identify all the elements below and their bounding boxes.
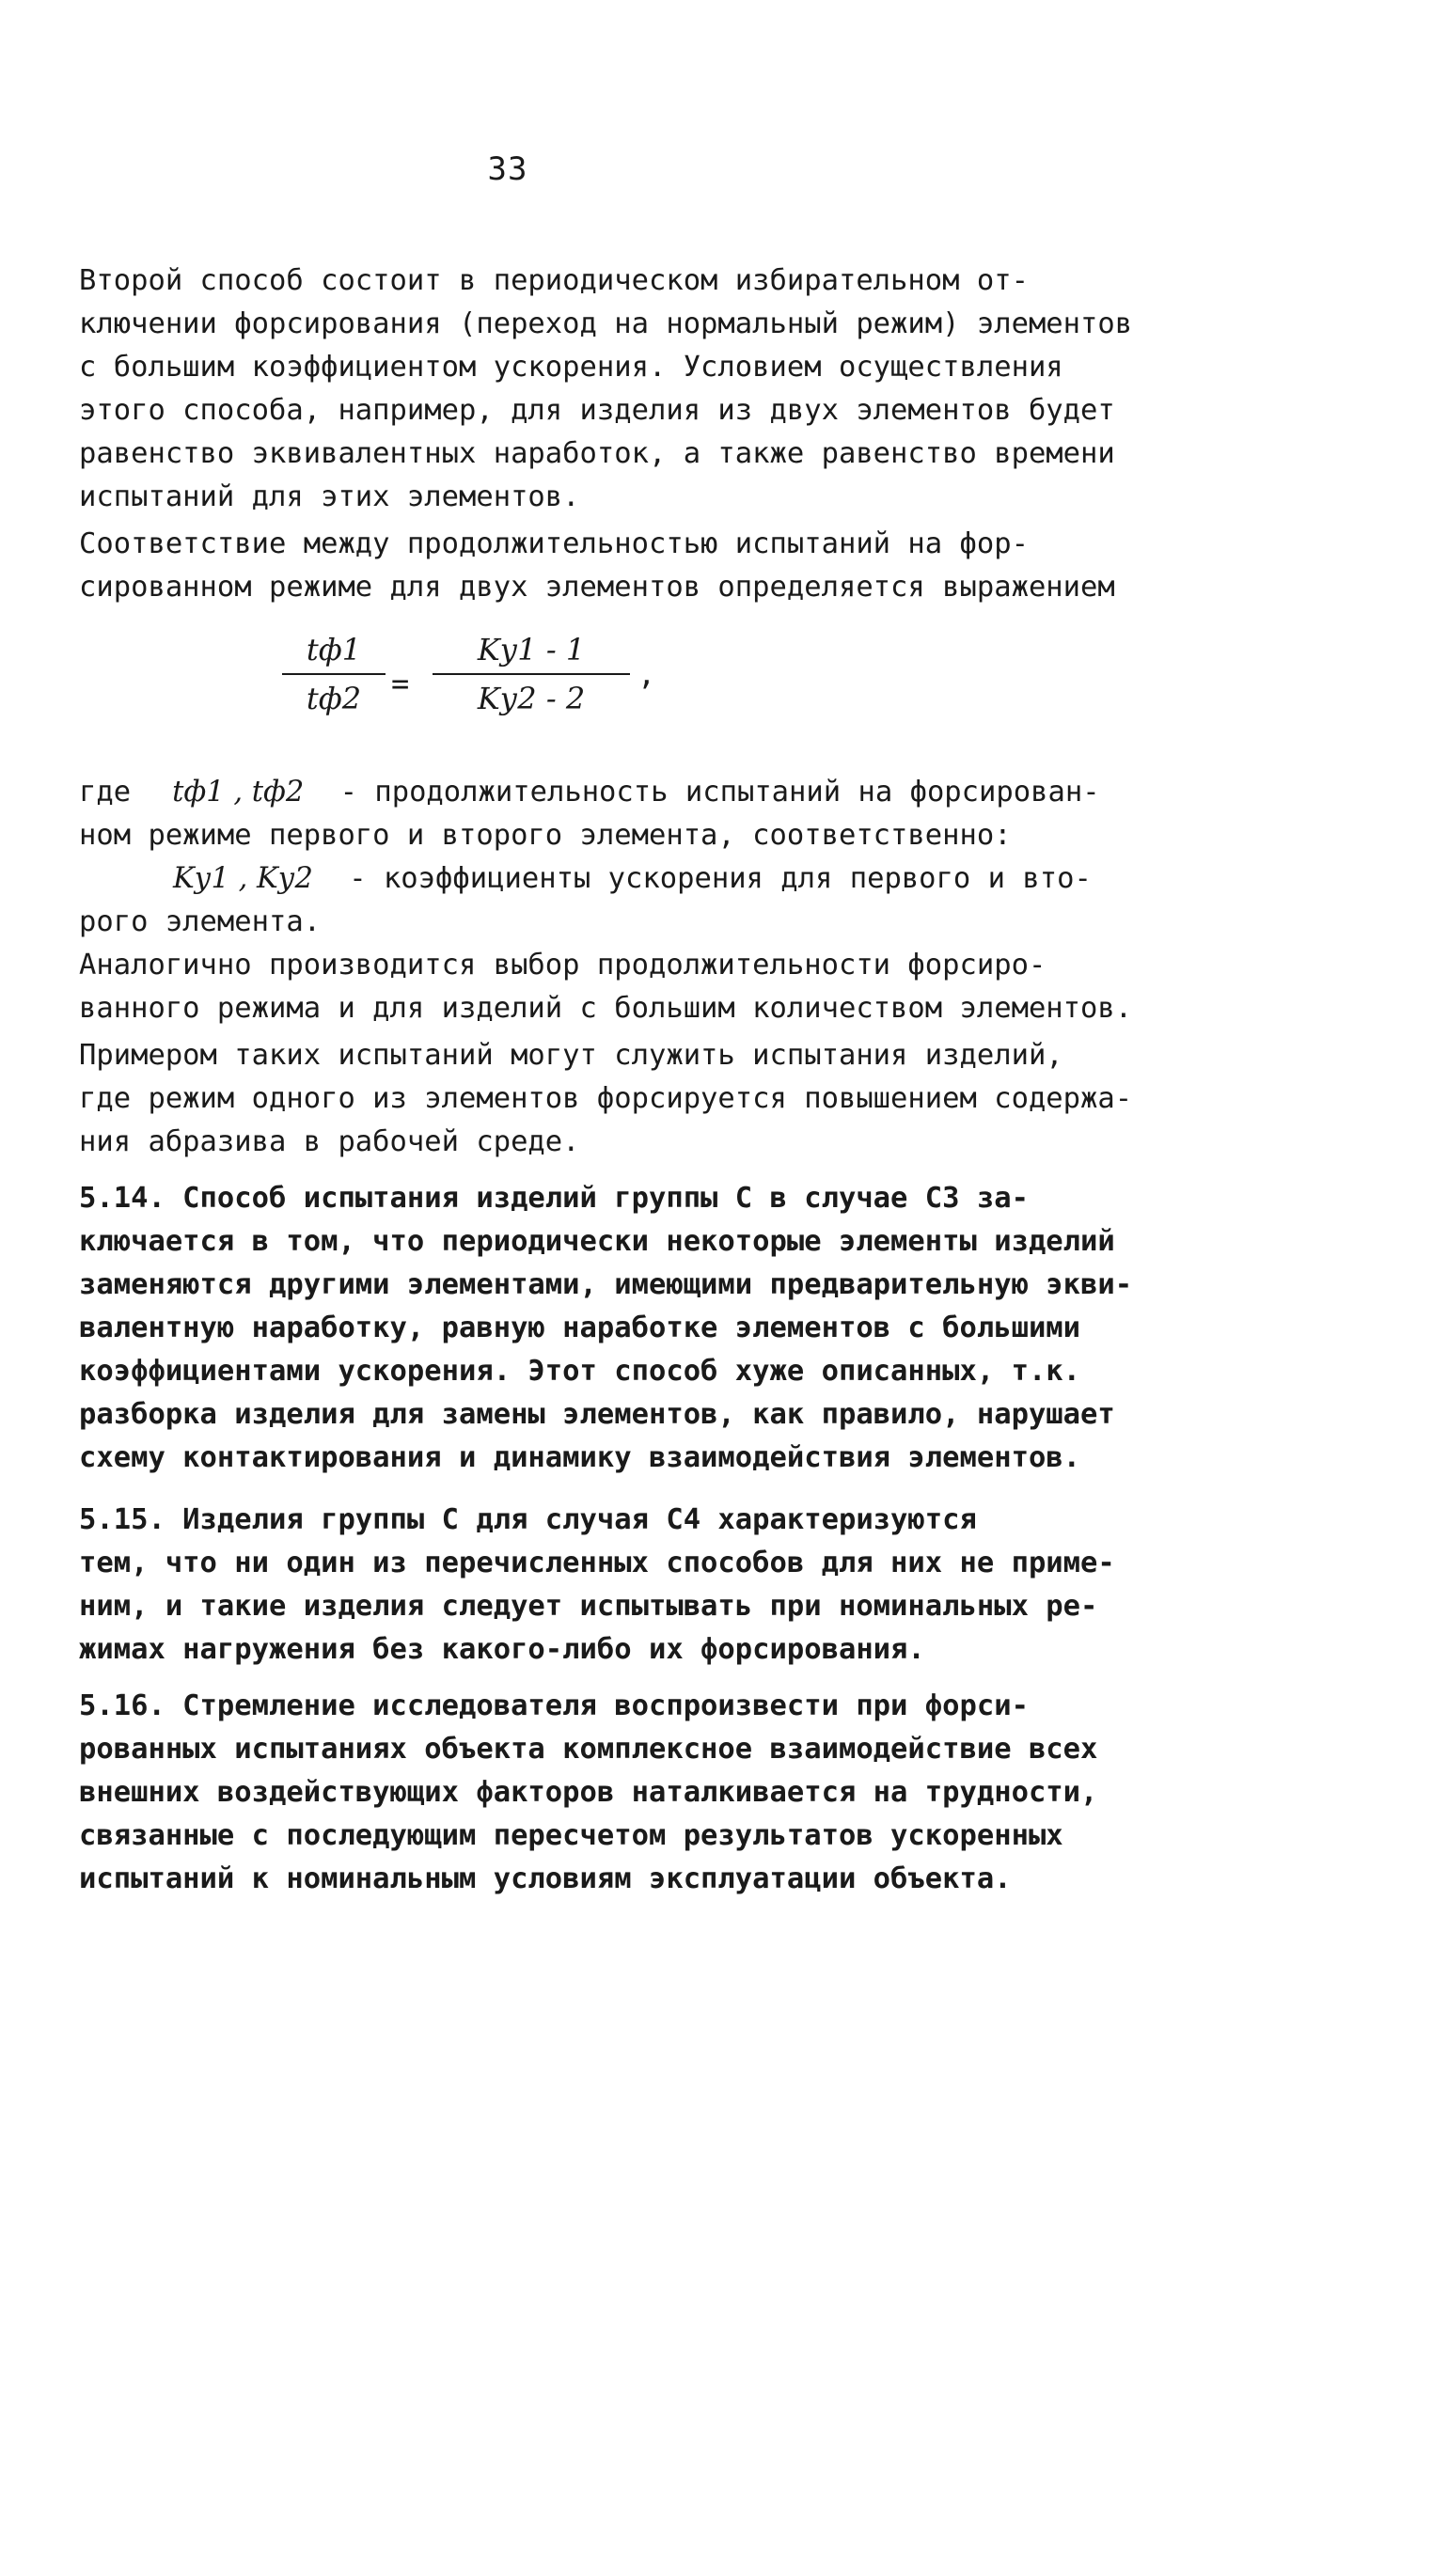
formula-lhs-denominator: tф2	[306, 681, 362, 716]
text-line: ключается в том, что периодически некоторые элементы изделий	[79, 1225, 1115, 1258]
text-line: жимах нагружения без какого-либо их форсирования.	[79, 1633, 925, 1666]
text-line: Соответствие между продолжительностью испытаний на фор-	[79, 527, 1029, 560]
text-line: ном режиме первого и второго элемента, соответственно:	[79, 819, 1012, 852]
formula-comma: ,	[637, 656, 656, 692]
fraction-bar	[282, 673, 386, 675]
formula-rhs-denominator: Kу2 - 2	[477, 681, 586, 716]
where-definition-t: - продолжительность испытаний на форсирован-	[323, 776, 1100, 809]
formula-equals: =	[391, 666, 410, 701]
where-line-k	[173, 857, 1283, 901]
text-line: валентную наработку, равную наработке элементов с большими	[79, 1312, 1081, 1344]
where-word: где	[79, 776, 132, 809]
text-line: ванного режима и для изделий с большим количеством элементов.	[79, 992, 1133, 1025]
text-line: с большим коэффициентом ускорения. Условием осуществления	[79, 351, 1063, 384]
text-line: тем, что ни один из перечисленных способов для них не приме-	[79, 1547, 1115, 1579]
where-symbols-k: Kу1 , Kу2	[173, 862, 313, 895]
page-number: 33	[487, 150, 528, 188]
formula-lhs-fraction	[282, 628, 386, 720]
formula-rhs-fraction	[433, 628, 630, 720]
text-line: равенство эквивалентных наработок, а также равенство времени	[79, 437, 1115, 470]
text-line: ним, и такие изделия следует испытывать при номинальных ре-	[79, 1590, 1098, 1623]
text-line: 5.14. Способ испытания изделий группы С в случае С3 за-	[79, 1182, 1029, 1215]
text-line: ключении форсирования (переход на нормальный режим) элементов	[79, 307, 1133, 340]
formula-rhs-numerator: Kу1 - 1	[477, 632, 586, 668]
text-line: испытаний к номинальным условиям эксплуатации объекта.	[79, 1862, 1012, 1895]
fraction-bar	[433, 673, 630, 675]
text-line: рованных испытаниях объекта комплексное взаимодействие всех	[79, 1733, 1098, 1766]
text-line: сированном режиме для двух элементов определяется выражением	[79, 571, 1115, 604]
formula	[282, 628, 677, 760]
text-line: ния абразива в рабочей среде.	[79, 1125, 580, 1158]
text-line: 5.15. Изделия группы С для случая С4 характеризуются	[79, 1503, 977, 1536]
text-line: 5.16. Стремление исследователя воспроизвести при форси-	[79, 1689, 1029, 1722]
text-line: заменяются другими элементами, имеющими предварительную экви-	[79, 1268, 1133, 1301]
where-line	[79, 771, 1188, 814]
text-line: разборка изделия для замены элементов, как правило, нарушает	[79, 1398, 1115, 1431]
formula-lhs-numerator: tф1	[306, 632, 362, 668]
text-line: внешних воздействующих факторов наталкивается на трудности,	[79, 1776, 1098, 1809]
text-line: схему контактирования и динамику взаимодействия элементов.	[79, 1441, 1081, 1474]
text-line: Второй способ состоит в периодическом избирательном от-	[79, 264, 1029, 297]
text-line: этого способа, например, для изделия из двух элементов будет	[79, 394, 1115, 427]
text-line: рого элемента.	[79, 905, 322, 938]
where-symbols-t: tф1 , tф2	[172, 776, 305, 809]
text-line: Аналогично производится выбор продолжительности форсиро-	[79, 949, 1047, 982]
text-line: где режим одного из элементов форсируется повышением содержа-	[79, 1082, 1133, 1115]
text-line: испытаний для этих элементов.	[79, 480, 580, 513]
text-line: связанные с последующим пересчетом результатов ускоренных	[79, 1819, 1063, 1852]
text-line: Примером таких испытаний могут служить испытания изделий,	[79, 1039, 1063, 1072]
where-definition-k: - коэффициенты ускорения для первого и вто-	[331, 862, 1092, 895]
text-line: коэффициентами ускорения. Этот способ хуже описанных, т.к.	[79, 1355, 1081, 1388]
